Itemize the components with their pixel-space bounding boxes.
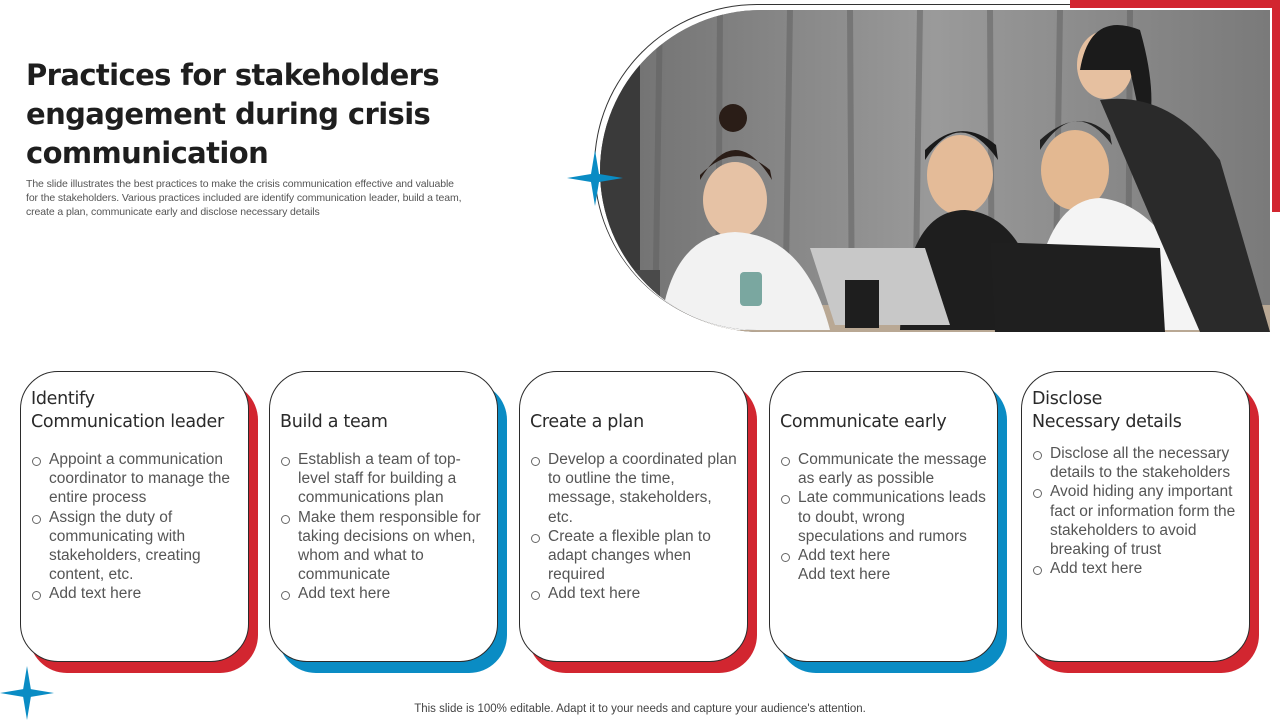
- card-bullets: [31, 450, 240, 604]
- card-build-team: [269, 371, 507, 673]
- card-body: [20, 371, 249, 662]
- slide-title: Practices for stakeholders engagement during crisis communication: [26, 58, 440, 170]
- list-item: Appoint a communication coordinator to manage the entire process: [31, 450, 240, 508]
- list-item: Late communications leads to doubt, wrong speculations and rumors: [780, 488, 989, 546]
- list-item: Add text here: [798, 566, 891, 584]
- list-item: Assign the duty of communicating with stakeholders, creating content, etc.: [31, 508, 240, 585]
- card-body: [769, 371, 998, 662]
- card-title: Disclose Necessary details: [1032, 389, 1182, 432]
- slide-footer: This slide is 100% editable. Adapt it to your needs and capture your audience's attention.: [414, 703, 866, 715]
- list-item: Add text here: [31, 584, 240, 603]
- card-body: [519, 371, 748, 662]
- card-communicate-early: [769, 371, 1007, 673]
- card-bullets: [280, 450, 489, 604]
- card-title: Communicate early: [780, 412, 947, 432]
- card-create-plan: [519, 371, 757, 673]
- card-title: Build a team: [280, 412, 388, 432]
- card-bullets: [530, 450, 739, 604]
- card-bullets: [780, 450, 989, 584]
- card-title: Identify Communication leader: [31, 389, 224, 432]
- list-item: Avoid hiding any important fact or information form the stakeholders to avoid breaking of trust: [1032, 482, 1241, 559]
- team-meeting-photo: [600, 10, 1270, 332]
- card-disclose-details: [1021, 371, 1259, 673]
- card-body: [269, 371, 498, 662]
- card-bullets: [1032, 444, 1241, 578]
- sparkle-icon: [567, 150, 623, 206]
- list-item: Add text here: [780, 546, 989, 565]
- list-item: Make them responsible for taking decisions on when, whom and what to communicate: [280, 508, 489, 585]
- list-item: Communicate the message as early as possible: [780, 450, 989, 488]
- card-title: Create a plan: [530, 412, 644, 432]
- slide-subtitle: The slide illustrates the best practices to make the crisis communication effective and valuable for the stakeholders. Various practices included are identify communication leader, build a team, create a plan, communicate early and disclose necessary details: [26, 178, 462, 218]
- card-body: [1021, 371, 1250, 662]
- card-identify-leader: [20, 371, 258, 673]
- list-item: Disclose all the necessary details to the stakeholders: [1032, 444, 1241, 482]
- list-item: Add text here: [280, 584, 489, 603]
- list-item: Establish a team of top-level staff for building a communications plan: [280, 450, 489, 508]
- list-item: Add text here: [1032, 559, 1241, 578]
- list-item: Add text here: [530, 584, 739, 603]
- list-item: Create a flexible plan to adapt changes when required: [530, 527, 739, 585]
- list-item: Develop a coordinated plan to outline the time, message, stakeholders, etc.: [530, 450, 739, 527]
